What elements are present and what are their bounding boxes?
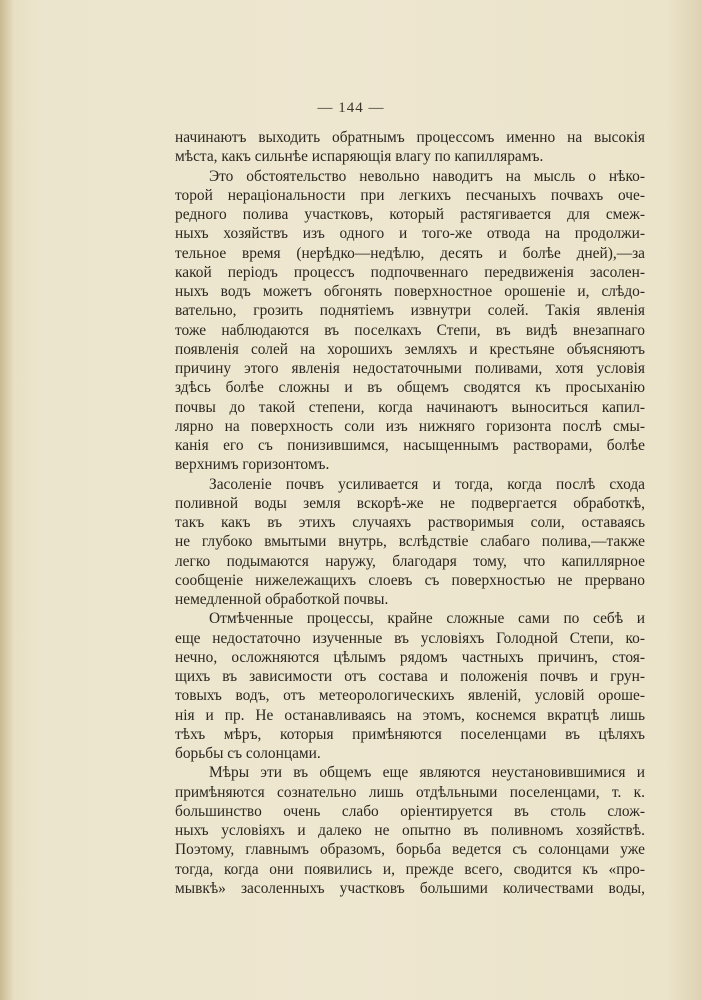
text-line: не глубоко вмытыми внутрь, вслѣдствіе слабаго полива,—также xyxy=(175,533,645,551)
text-line: верхнимъ горизонтомъ. xyxy=(175,456,330,474)
text-line: нечно, осложняются цѣлымъ рядомъ частныхъ причинъ, стоя- xyxy=(175,648,645,666)
text-line: тельное время (нерѣдко—недѣлю, десять и болѣе дней),—за xyxy=(175,244,645,262)
text-line: Засоленіе почвъ усиливается и тогда, когда послѣ схода xyxy=(209,475,645,493)
text-line: Мѣры эти въ общемъ еще являются неустановившимися и xyxy=(209,764,645,782)
text-line: ныхъ хозяйствъ изъ одного и того-же отвода на продолжи- xyxy=(175,225,645,243)
text-line: Отмѣченные процессы, крайне сложные сами по себѣ и xyxy=(209,610,645,628)
text-line: редного полива участковъ, который растягивается для смеж- xyxy=(175,206,645,223)
text-line: канія его съ понизившимся, насыщеннымъ растворами, болѣе xyxy=(175,437,645,454)
text-line: Поэтому, главнымъ образомъ, борьба ведется съ солонцами уже xyxy=(175,841,645,859)
text-line: легко подымаются наружу, благодаря тому, что капиллярное xyxy=(175,552,645,570)
text-line: товыхъ водъ, отъ метеорологическихъ явленій, условій ороше- xyxy=(175,687,645,705)
text-line: почвы до такой степени, когда начинаютъ выноситься капил- xyxy=(175,398,645,416)
page-number: — 144 — xyxy=(317,100,385,116)
text-line: тѣхъ мѣръ, которыя примѣняются поселенцами въ цѣляхъ xyxy=(175,725,645,743)
body-text xyxy=(175,128,645,898)
text-line: такъ какъ въ этихъ случаяхъ растворимыя соли, оставаясь xyxy=(175,514,645,531)
text-line: нія и пр. Не останавливаясь на этомъ, коснемся вкратцѣ лишь xyxy=(175,706,645,724)
text-line: появленія солей на хорошихъ земляхъ и крестьяне объясняютъ xyxy=(175,340,645,358)
text-line: ныхъ водъ можетъ обгонять поверхностное орошеніе и, слѣдо- xyxy=(175,283,645,300)
text-line: щихъ въ зависимости отъ состава и положенія почвъ и грун- xyxy=(175,668,645,685)
text-line: борьбы съ солонцами. xyxy=(175,745,321,762)
text-line: мывкѣ» засоленныхъ участковъ большими количествами воды, xyxy=(175,879,645,897)
text-line: причину этого явленія недостаточными поливами, хотя условія xyxy=(175,360,645,377)
text-line: ныхъ условіяхъ и далеко не опытно въ поливномъ хозяйствѣ. xyxy=(175,822,645,839)
text-line: тогда, когда они появились и, прежде всего, сводится къ «про- xyxy=(175,860,645,878)
text-line: немедленной обработкой почвы. xyxy=(175,591,389,608)
text-line: какой періодъ процессъ подпочвеннаго передвиженія засолен- xyxy=(175,263,645,281)
text-line: здѣсь болѣе сложны и въ общемъ сводятся къ просыханію xyxy=(175,379,645,397)
text-line: тоже наблюдаются въ поселкахъ Степи, въ видѣ внезапнаго xyxy=(175,321,645,339)
text-line: вательно, грозить поднятіемъ извнутри солей. Такія явленія xyxy=(175,302,645,320)
text-line: торой нераціональности при легкихъ песчаныхъ почвахъ оче- xyxy=(175,186,645,204)
text-line: мѣста, какъ сильнѣе испаряющія влагу по капиллярамъ. xyxy=(175,148,544,166)
text-line: большинство очень слабо оріентируется въ столь слож- xyxy=(175,802,645,820)
text-line: еще недостаточно изученные въ условіяхъ Голодной Степи, ко- xyxy=(175,629,645,647)
text-line: Это обстоятельство невольно наводитъ на мысль о нѣко- xyxy=(209,167,645,185)
text-line: начинаютъ выходить обратнымъ процессомъ именно на высокія xyxy=(175,129,645,146)
text-line: примѣняются сознательно лишь отдѣльными поселенцами, т. к. xyxy=(175,783,645,801)
text-line: поливной воды земля вскорѣ-же не подвергается обработкѣ, xyxy=(175,494,645,512)
text-line: сообщеніе нижележащихъ слоевъ съ поверхностью не прервано xyxy=(175,571,645,589)
text-line: лярно на поверхность соли изъ нижняго горизонта послѣ смы- xyxy=(175,417,645,435)
